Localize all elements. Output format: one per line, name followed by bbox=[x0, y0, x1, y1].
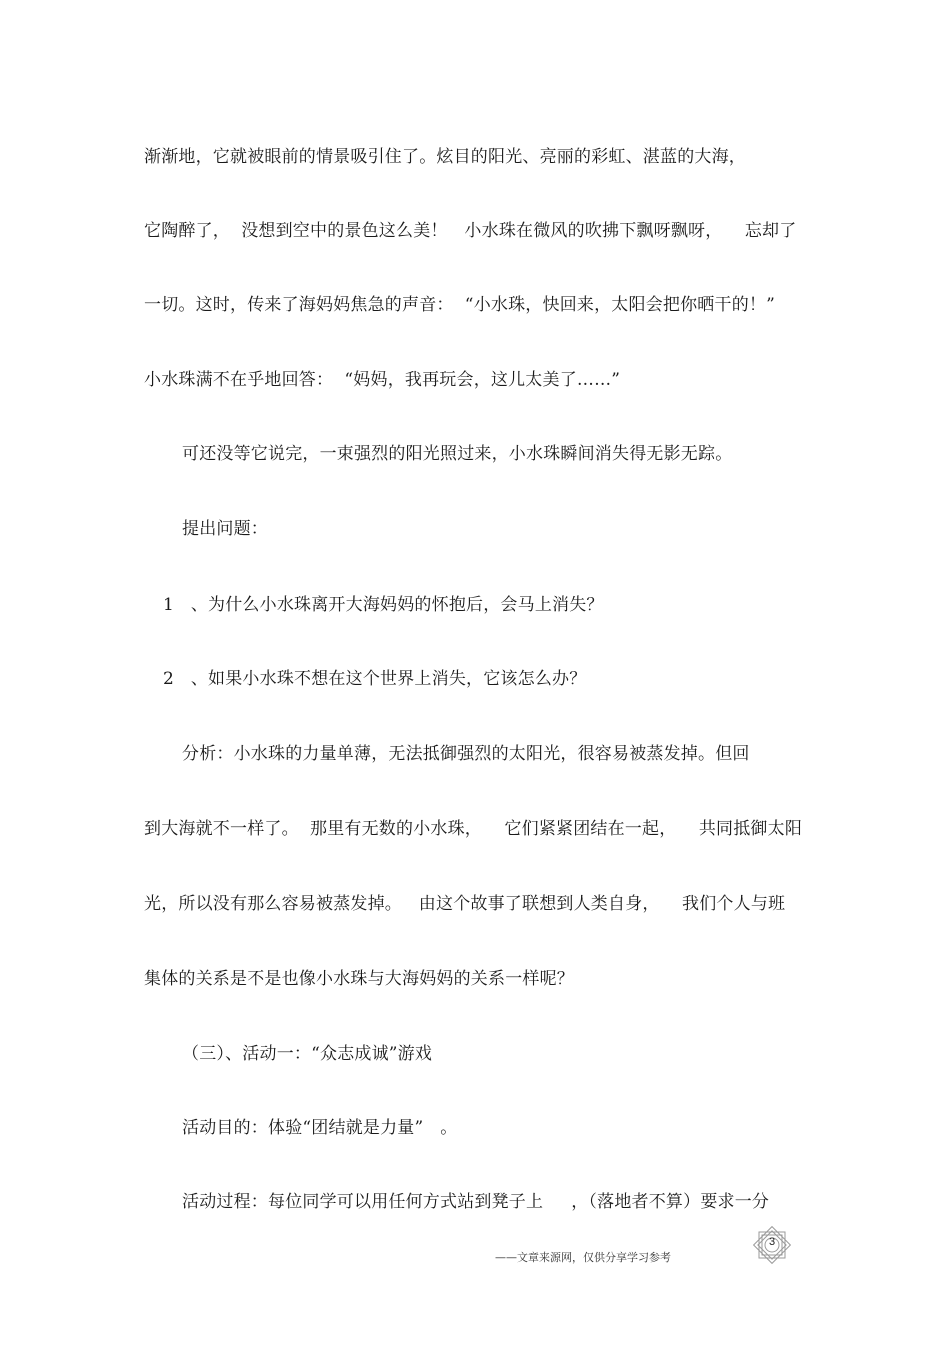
page-number-badge bbox=[747, 1220, 797, 1270]
paragraph-line: 一切。这时，传来了海妈妈焦急的声音： “小水珠，快回来，太阳会把你晒干的！” bbox=[144, 295, 775, 315]
section-heading: （三）、活动一：“众志成诚”游戏 bbox=[182, 1044, 433, 1064]
footer-note: ——文章来源网，仅供分享学习参考 bbox=[495, 1251, 671, 1264]
paragraph-line: 光，所以没有那么容易被蒸发掉。 由这个故事了联想到人类自身， 我们个人与班 bbox=[144, 894, 786, 914]
section-heading: 提出问题： bbox=[182, 519, 268, 539]
paragraph-line: 渐渐地，它就被眼前的情景吸引住了。炫目的阳光、亮丽的彩虹、湛蓝的大海， bbox=[144, 147, 746, 167]
paragraph-line: 可还没等它说完，一束强烈的阳光照过来，小水珠瞬间消失得无影无踪。 bbox=[182, 444, 733, 464]
question-item: 1 、为什么小水珠离开大海妈妈的怀抱后，会马上消失？ bbox=[163, 595, 604, 615]
paragraph-line: 活动目的：体验“团结就是力量” 。 bbox=[182, 1118, 458, 1138]
paragraph-line: 分析：小水珠的力量单薄，无法抵御强烈的太阳光，很容易被蒸发掉。但回 bbox=[182, 744, 750, 764]
question-item: 2 、如果小水珠不想在这个世界上消失，它该怎么办？ bbox=[163, 669, 587, 689]
paragraph-line: 活动过程：每位同学可以用任何方式站到凳子上 ，（落地者不算）要求一分 bbox=[182, 1192, 770, 1212]
paragraph-line: 它陶醉了， 没想到空中的景色这么美！ 小水珠在微风的吹拂下飘呀飘呀， 忘却了 bbox=[144, 221, 797, 241]
paragraph-line: 集体的关系是不是也像小水珠与大海妈妈的关系一样呢？ bbox=[144, 969, 574, 989]
paragraph-line: 小水珠满不在乎地回答： “妈妈，我再玩会，这儿太美了……” bbox=[144, 370, 621, 390]
page-number: 3 bbox=[768, 1236, 776, 1248]
paragraph-line: 到大海就不一样了。 那里有无数的小水珠， 它们紧紧团结在一起， 共同抵御太阳 bbox=[144, 819, 803, 839]
